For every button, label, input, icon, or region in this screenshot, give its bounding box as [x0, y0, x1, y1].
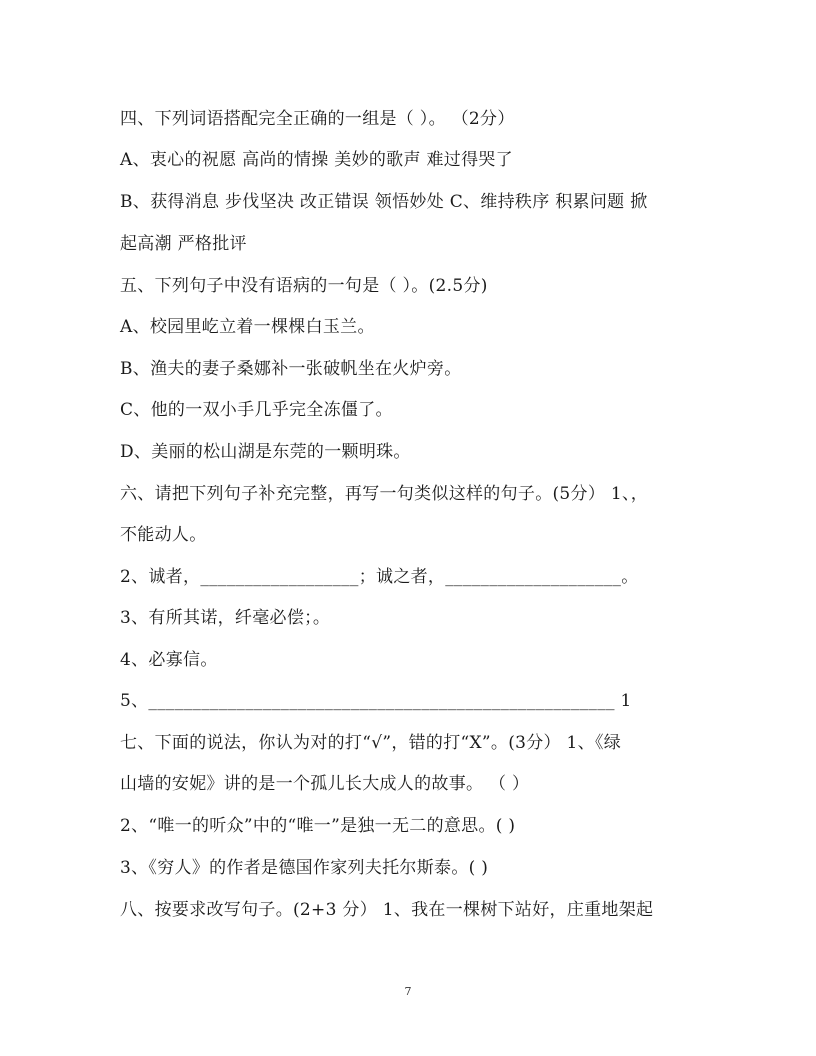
question-6-heading-line-2: 不能动人。	[120, 525, 207, 545]
question-6-heading-line-1: 六、请把下列句子补充完整，再写一句类似这样的句子。(5分） 1、，	[120, 484, 649, 504]
question-6-item-5: 5、_____________________________________________________ 1	[120, 691, 632, 711]
question-5-heading: 五、下列句子中没有语病的一句是（ ）。(2.5分)	[120, 276, 488, 296]
question-5-option-c: C、他的一双小手几乎完全冻僵了。	[120, 400, 393, 420]
question-6-item-4: 4、必寡信。	[120, 650, 218, 670]
question-4-option-b-line-1: B、获得消息 步伐坚决 改正错误 领悟妙处 C、维持秩序 积累问题 掀	[120, 192, 648, 212]
question-8-heading: 八、按要求改写句子。(2+3 分） 1、我在一棵树下站好，庄重地架起	[120, 900, 654, 920]
question-4-option-a: A、衷心的祝愿 高尚的情操 美妙的歌声 难过得哭了	[120, 150, 513, 170]
question-7-heading-line-1: 七、下面的说法，你认为对的打“√”，错的打“X”。(3分） 1、《绿	[120, 733, 622, 753]
question-7-item-2: 2、“唯一的听众”中的“唯一”是独一无二的意思。( )	[120, 816, 516, 836]
question-6-item-3: 3、有所其诺，纤毫必偿；。	[120, 608, 331, 628]
page-number: 7	[404, 985, 412, 998]
question-4-option-b-line-2: 起高潮 严格批评	[120, 234, 247, 254]
question-5-option-a: A、校园里屹立着一棵棵白玉兰。	[120, 317, 375, 337]
question-6-item-2: 2、诚者，__________________；诚之者，____________________。	[120, 567, 639, 587]
question-5-option-b: B、渔夫的妻子桑娜补一张破帆坐在火炉旁。	[120, 359, 462, 379]
question-5-option-d: D、美丽的松山湖是东莞的一颗明珠。	[120, 442, 411, 462]
question-7-heading-line-2: 山墙的安妮》讲的是一个孤儿长大成人的故事。 （ ）	[120, 774, 530, 794]
question-4-heading: 四、下列词语搭配完全正确的一组是（ ）。 （2分）	[120, 109, 515, 129]
question-7-item-3: 3、《穷人》的作者是德国作家列夫托尔斯泰。( )	[120, 858, 489, 878]
